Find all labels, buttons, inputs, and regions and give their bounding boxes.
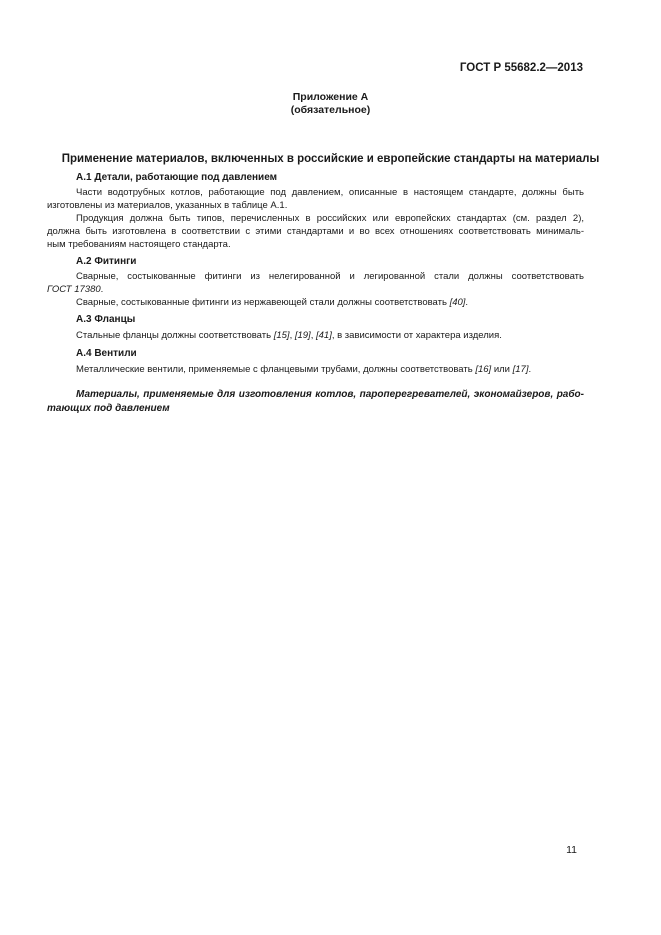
section-a3-p1: [76, 330, 502, 341]
reference-40: [40]: [449, 297, 466, 308]
materials-note-line1: Материалы, применяемые для изготовления котлов, пароперегревателей, экономайзеров, рабо-: [76, 389, 584, 400]
annex-title-block: [0, 91, 661, 117]
section-a1-p1-line2: изготовлены из материалов, указанных в таблице А.1.: [47, 200, 288, 211]
section-a1-p2-line1: Продукция должна быть типов, перечисленных в российских или европейских стандартах (см. раздел 2),: [76, 213, 584, 224]
section-a2-p2: [76, 297, 468, 308]
document-code: ГОСТ Р 55682.2—2013: [459, 62, 583, 74]
section-a1-p1-line1: Части водотрубных котлов, работающие под давлением, описанные в настоящем стандарте, должны быть: [76, 187, 584, 198]
reference-17: [17]: [512, 364, 529, 375]
section-a2-p1-line2: [47, 284, 103, 295]
annex-heading: Применение материалов, включенных в российские и европейские стандарты на материалы: [61, 153, 600, 165]
section-a3-p1-text: Стальные фланцы должны соответствовать: [76, 330, 274, 341]
section-a2-p1-end: .: [100, 284, 104, 295]
section-a3-sep2: ,: [310, 330, 316, 341]
annex-status: (обязательное): [290, 104, 371, 116]
page-number: 11: [566, 844, 577, 856]
section-a2-p1-line1: Сварные, состыкованные фитинги из нелегированной и легированной стали должны соответствовать: [76, 271, 584, 282]
materials-note-line2: тающих под давлением: [47, 403, 170, 414]
section-a2-heading: А.2 Фитинги: [76, 256, 137, 267]
section-a1-heading: А.1 Детали, работающие под давлением: [76, 172, 278, 183]
section-a2-p2-text: Сварные, состыкованные фитинги из нержавеющей стали должны соответствовать: [76, 297, 450, 308]
section-a3-sep1: ,: [289, 330, 295, 341]
gost-17380-reference: ГОСТ 17380: [47, 284, 101, 295]
reference-15: [15]: [273, 330, 290, 341]
section-a4-heading: А.4 Вентили: [76, 348, 137, 359]
reference-41: [41]: [315, 330, 332, 341]
reference-16: [16]: [475, 364, 492, 375]
section-a4-p1-text: Металлические вентили, применяемые с фланцевыми трубами, должны соответствовать: [76, 364, 476, 375]
annex-title: Приложение А: [292, 91, 369, 103]
section-a4-p1: [76, 364, 531, 375]
section-a2-p2-end: .: [465, 297, 469, 308]
section-a1-p2-line2: должна быть изготовлена в соответствии с этими стандартами и во всех отношениях соответствовать минималь-: [47, 226, 584, 237]
reference-19: [19]: [294, 330, 311, 341]
section-a3-heading: А.3 Фланцы: [76, 314, 136, 325]
section-a1-p2-line3: ным требованиям настоящего стандарта.: [47, 239, 231, 250]
section-a4-p1-end: .: [528, 364, 532, 375]
section-a4-sep: или: [491, 364, 513, 375]
section-a3-p1-end: , в зависимости от характера изделия.: [331, 330, 502, 341]
